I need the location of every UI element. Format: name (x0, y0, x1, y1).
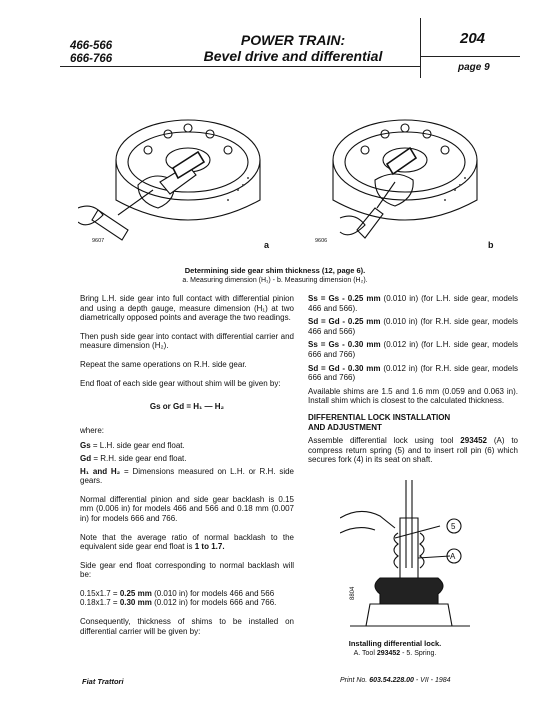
shim-formula-3 (308, 340, 518, 359)
figure-a-letter: a (264, 240, 270, 250)
shim3-text: (0.012 in) (for L.H. side gear, models 666 and 766) (308, 340, 519, 359)
section-title (178, 32, 408, 64)
footer-brand: Fiat Trattori (82, 677, 124, 686)
definition-gs (80, 441, 294, 451)
shim-formula-2 (308, 317, 518, 336)
calc2-value: 0.30 mm (119, 598, 152, 608)
print-label: Print No. (340, 677, 370, 684)
figure-a-illustration (78, 90, 283, 255)
paragraph-measure-h2: Then push side gear into contact with differential carrier and measure dimension (H₂). (80, 331, 294, 351)
heading-line-1: DIFFERENTIAL LOCK INSTALLATION (308, 412, 451, 422)
shim1-formula: Ss = Gs - 0.25 mm (308, 294, 381, 303)
ratio-text: Note that the average ratio of normal backlash to the equivalent side gear end float is (80, 532, 294, 552)
paragraph-ratio (80, 533, 294, 552)
term-h: H₁ and H₂ (80, 466, 121, 476)
shim2-text: (0.010 in) (for R.H. side gear, models 466 and 566) (308, 317, 519, 336)
callout-5: 5 (451, 522, 456, 531)
term-gs: Gs (80, 441, 91, 451)
calc2-expr: 0.18x1.7 = (80, 598, 120, 608)
figure-b-letter: b (488, 240, 494, 250)
assemble-text-c: (A) to compress return spring (5) and to insert roll pin (6) which secures fork (4) in its seat on shaft. (308, 436, 518, 465)
section-heading (308, 413, 518, 432)
calc-line-1 (80, 589, 294, 599)
def-gd: = R.H. side gear end float. (91, 453, 187, 463)
left-column (80, 294, 294, 636)
assemble-tool-number: 293452 (460, 436, 487, 446)
shim-formula-4 (308, 364, 518, 383)
shim4-text: (0.012 in) (for R.H. side gear, models 666 and 766) (308, 363, 519, 383)
print-date: - VII - 1984 (413, 677, 451, 684)
calc1-models: (0.010 in) for models 466 and 566 (151, 588, 275, 598)
definition-gd (80, 454, 294, 464)
right-column (308, 294, 518, 465)
end-float-formula: Gs or Gd = H₁ — H₂ (149, 402, 225, 412)
def-h: = Dimensions measured on L.H. or R.H. side gears. (80, 466, 294, 486)
header-divider (60, 66, 420, 67)
page-number: 204 (460, 30, 486, 47)
illustration-caption-subtitle (330, 650, 460, 657)
paragraph-repeat: Repeat the same operations on R.H. side gear. (80, 359, 247, 369)
caption-tool-label: A. Tool (353, 650, 377, 657)
paragraph-end-float-normal: Side gear end float corresponding to normal backlash will be: (80, 560, 294, 580)
illustration-code: 8804 (350, 586, 356, 600)
figure-caption-title: Determining side gear shim thickness (12, page 6). (184, 266, 366, 275)
term-gd: Gd (80, 453, 92, 463)
paragraph-backlash: Normal differential pinion and side gear backlash is 0.15 mm (0.006 in) for models 466 and 566 and 0.18 mm (0.007 in) for models 666 and 766. (80, 494, 294, 523)
calc1-value: 0.25 mm (119, 588, 152, 598)
heading-line-2: AND ADJUSTMENT (308, 422, 382, 432)
shim3-formula: Ss = Gs - 0.30 mm (308, 340, 381, 350)
paragraph-available-shims: Available shims are 1.5 and 1.6 mm (0.059 and 0.063 in). Install shim which is closest to the calculated thickness. (308, 386, 518, 406)
caption-spring: - 5. Spring. (400, 650, 437, 657)
ratio-value: 1 to 1.7. (194, 542, 225, 552)
assemble-text-a: Assemble differential lock using tool (308, 436, 461, 446)
paragraph-end-float: End float of each side gear without shim will be given by: (80, 378, 281, 388)
calc2-models: (0.012 in) for models 666 and 766. (151, 598, 277, 608)
illustration-caption-title: Installing differential lock. (348, 639, 442, 648)
models-line-2: 666-766 (70, 53, 113, 65)
callout-a: A (450, 552, 456, 561)
figure-a-code: 9607 (92, 238, 105, 244)
shim4-formula: Sd = Gd - 0.30 mm (308, 363, 381, 373)
calc-line-2 (80, 598, 294, 608)
page-label: page 9 (458, 62, 490, 73)
definition-h (80, 467, 294, 486)
shim-formula-1 (308, 294, 518, 313)
where-label: where: (80, 425, 105, 435)
caption-tool-number: 293452 (376, 650, 401, 657)
figure-b-illustration (305, 90, 500, 255)
title-line-1: POWER TRAIN: (240, 32, 346, 48)
footer-print-number (340, 677, 451, 684)
models-line-1: 466-566 (70, 40, 113, 52)
def-gs: = L.H. side gear end float. (90, 441, 185, 451)
figure-b-code: 9606 (315, 238, 328, 244)
paragraph-assemble (308, 436, 518, 465)
print-number: 603.54.228.00 (369, 677, 414, 684)
header-vertical-divider (420, 18, 421, 78)
paragraph-measure-h1: Bring L.H. side gear into full contact with differential pinion and using a depth gauge, measure dimension (H₁) at two diametrically opposed points and average the two readings. (80, 294, 294, 323)
model-numbers (70, 40, 112, 66)
page-box-divider (420, 56, 520, 57)
differential-lock-illustration (340, 478, 480, 636)
shim1-text: (0.010 in) (for L.H. side gear, models 466 and 566). (308, 294, 519, 313)
title-line-2: Bevel drive and differential (203, 48, 383, 64)
calc1-expr: 0.15x1.7 = (80, 588, 120, 598)
shim2-formula: Sd = Gd - 0.25 mm (308, 317, 381, 327)
paragraph-shim-thickness: Consequently, thickness of shims to be installed on differential carrier will be given by: (80, 617, 294, 636)
figure-caption-subtitle: a. Measuring dimension (H₁) - b. Measuring dimension (H₂). (182, 277, 368, 284)
